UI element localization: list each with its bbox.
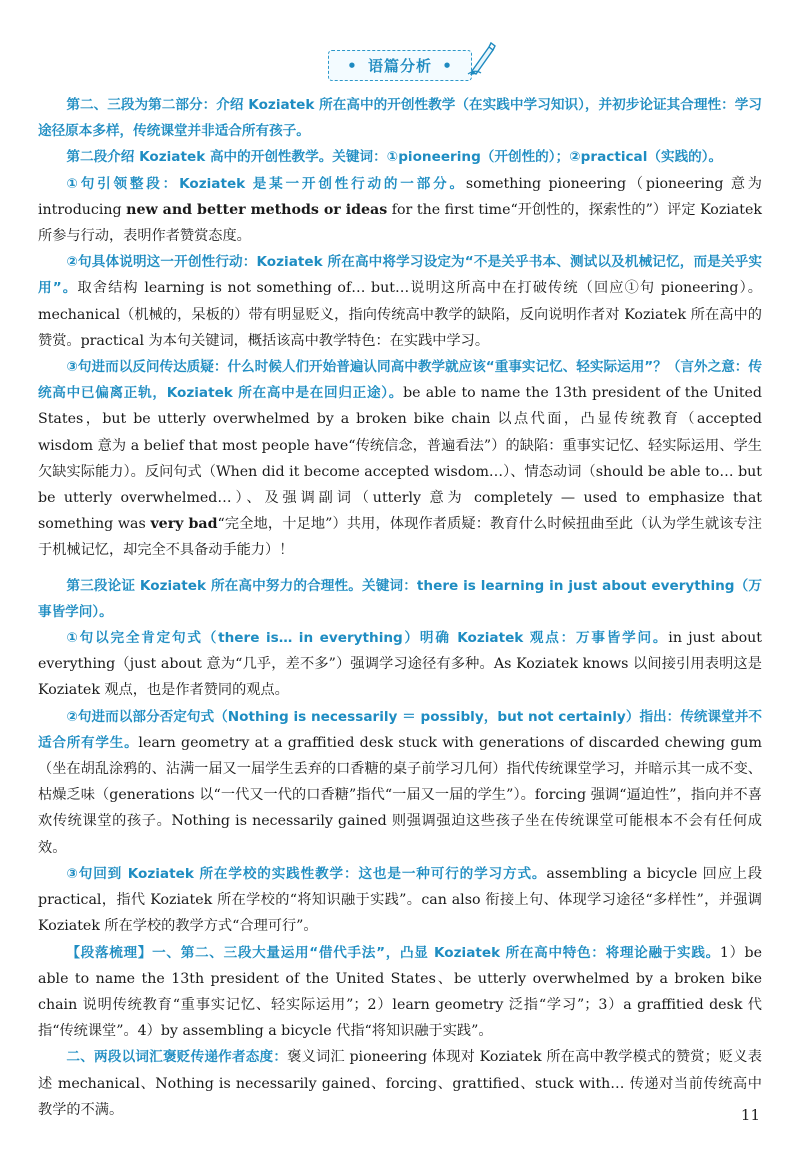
body-text: be able to name the 13th president of the United States，but be utterly overwhelmed by a broken bike chain 以点代面，凸显传统教育（accepted wisdom 意为 a belief that most people have“传统信念，普遍看法”）的缺陷：重事实记忆、轻实际运用、学生欠缺实际能力）。反问句式（When did it become accepted wisdom…）、情态动词（should be able to… but be utterly overwhelmed…）、及强调副词（utterly 意为 completely — used to emphasize that something was bbox=[38, 385, 762, 533]
paragraph bbox=[38, 573, 762, 625]
paragraph bbox=[38, 861, 762, 940]
highlighted-analysis-text: ②句进而以部分否定句式（Nothing is necessarily ＝ possibly，but not certainly）指出：传统课堂并不适合所有学生。 bbox=[38, 708, 762, 751]
highlighted-analysis-text: 第二段介绍 Koziatek 高中的开创性教学。关键词：①pioneering（开创性的）；②practical（实践的）。 bbox=[66, 149, 723, 166]
body-text: assembling a bicycle 回应上段 practical，指代 Koziatek 所在学校的“将知识融于实践”。can also 衔接上句、体现学习途径“多样性”，并强调 Koziatek 所在学校的教学方式“合理可行”。 bbox=[38, 865, 763, 935]
highlighted-analysis-text: ③句进而以反问传达质疑：什么时候人们开始普遍认同高中教学就应该“重事实记忆、轻实际运用”？（言外之意：传统高中已偏离正轨，Koziatek 所在高中是在回归正途）。 bbox=[38, 359, 762, 402]
highlighted-analysis-text: 第三段论证 Koziatek 所在高中努力的合理性。关键词：there is learning in just about everything（万事皆学问）。 bbox=[38, 577, 762, 620]
paragraph bbox=[38, 940, 762, 1045]
paragraph bbox=[38, 171, 762, 250]
section-header bbox=[38, 50, 762, 86]
highlighted-analysis-text: ①句引领整段：Koziatek 是某一开创性行动的一部分。 bbox=[66, 175, 466, 192]
body-text: 1）be able to name the 13th president of the United States、be utterly overwhelmed by a broken bike chain 说明传统教育“重事实记忆、轻实际运用”；2）learn geometry 泛指“学习”；3）a graffitied desk 代指“传统课堂”。4）by assembling a bicycle 代指“将知识融于实践”。 bbox=[38, 944, 762, 1040]
paragraph-gap bbox=[38, 564, 762, 573]
highlighted-analysis-text: 第二、三段为第二部分：介绍 Koziatek 所在高中的开创性教学（在实践中学习知识），并初步论证其合理性：学习途径原本多样，传统课堂并非适合所有孩子。 bbox=[38, 97, 762, 140]
highlighted-analysis-text: ③句回到 Koziatek 所在学校的实践性教学：这也是一种可行的学习方式。 bbox=[66, 865, 547, 882]
section-title: 语篇分析 bbox=[367, 57, 432, 75]
highlighted-analysis-text: ①句以完全肯定句式（there is… in everything）明确 Koziatek 观点：万事皆学问。 bbox=[66, 630, 669, 647]
body-text: for the first time“开创性的，探索性的”）评定 Koziatek 所参与行动，表明作者赞赏态度。 bbox=[38, 201, 762, 245]
paragraph bbox=[38, 354, 762, 564]
highlighted-analysis-text: 二、两段以词汇褒贬传递作者态度： bbox=[66, 1049, 288, 1066]
title-dot-right: • bbox=[442, 57, 453, 75]
paragraph bbox=[38, 92, 762, 144]
highlighted-analysis-text: 【段落梳理】一、第二、三段大量运用“借代手法”，凸显 Koziatek 所在高中特色：将理论融于实践。 bbox=[66, 944, 720, 961]
paragraph bbox=[38, 144, 762, 170]
bold-keyword: new and better methods or ideas bbox=[126, 201, 388, 218]
section-title-badge bbox=[328, 50, 472, 81]
body-text: 取舍结构 learning is not something of… but…说明这所高中在打破传统（回应①句 pioneering）。mechanical（机械的，呆板的）带有明显贬义，指向传统高中教学的缺陷，反向说明作者对 Koziatek 所在高中的赞赏。practical 为本句关键词，概括该高中教学特色：在实践中学习。 bbox=[38, 280, 762, 349]
body-text: something pioneering（pioneering 意为 introducing bbox=[38, 175, 762, 218]
pen-icon bbox=[467, 41, 497, 75]
paragraph bbox=[38, 249, 762, 354]
paragraph bbox=[38, 625, 762, 704]
paragraph bbox=[38, 1044, 762, 1123]
body-text: in just about everything（just about 意为“几乎，差不多”）强调学习途径有多种。As Koziatek knows 以间接引用表明这是 Koziatek 观点，也是作者赞同的观点。 bbox=[38, 630, 763, 699]
bold-keyword: very bad bbox=[150, 516, 218, 533]
highlighted-analysis-text: ②句具体说明这一开创性行动：Koziatek 所在高中将学习设定为“不是关乎书本、测试以及机械记忆，而是关乎实用”。 bbox=[38, 254, 762, 297]
page-content bbox=[38, 50, 762, 1123]
page-number: 11 bbox=[740, 1106, 760, 1124]
analysis-body bbox=[38, 92, 762, 1123]
paragraph bbox=[38, 704, 762, 861]
body-text: learn geometry at a graffitied desk stuck with generations of discarded chewing gum（坐在胡乱涂鸦的、沾满一届又一届学生丢弃的口香糖的桌子前学习几何）指代传统课堂学习，并暗示其一成不变、枯燥乏味（generations 以“一代又一代的口香糖”指代“一届又一届的学生”）。forcing 强调“逼迫性”，指向并不喜欢传统课堂的孩子。Nothing is necessarily gained 则强调强迫这些孩子坐在传统课堂可能根本不会有任何成效。 bbox=[38, 734, 762, 856]
body-text: “完全地，十足地”）共用，体现作者质疑：教育什么时候扭曲至此（认为学生就该专注于机械记忆，却完全不具备动手能力）！ bbox=[38, 516, 762, 559]
title-dot-left: • bbox=[347, 57, 358, 75]
body-text: 褒义词汇 pioneering 体现对 Koziatek 所在高中教学模式的赞赏；贬义表述 mechanical、Nothing is necessarily gained、forcing、grattified、stuck with… 传递对当前传统高中教学的不满。 bbox=[38, 1049, 762, 1118]
